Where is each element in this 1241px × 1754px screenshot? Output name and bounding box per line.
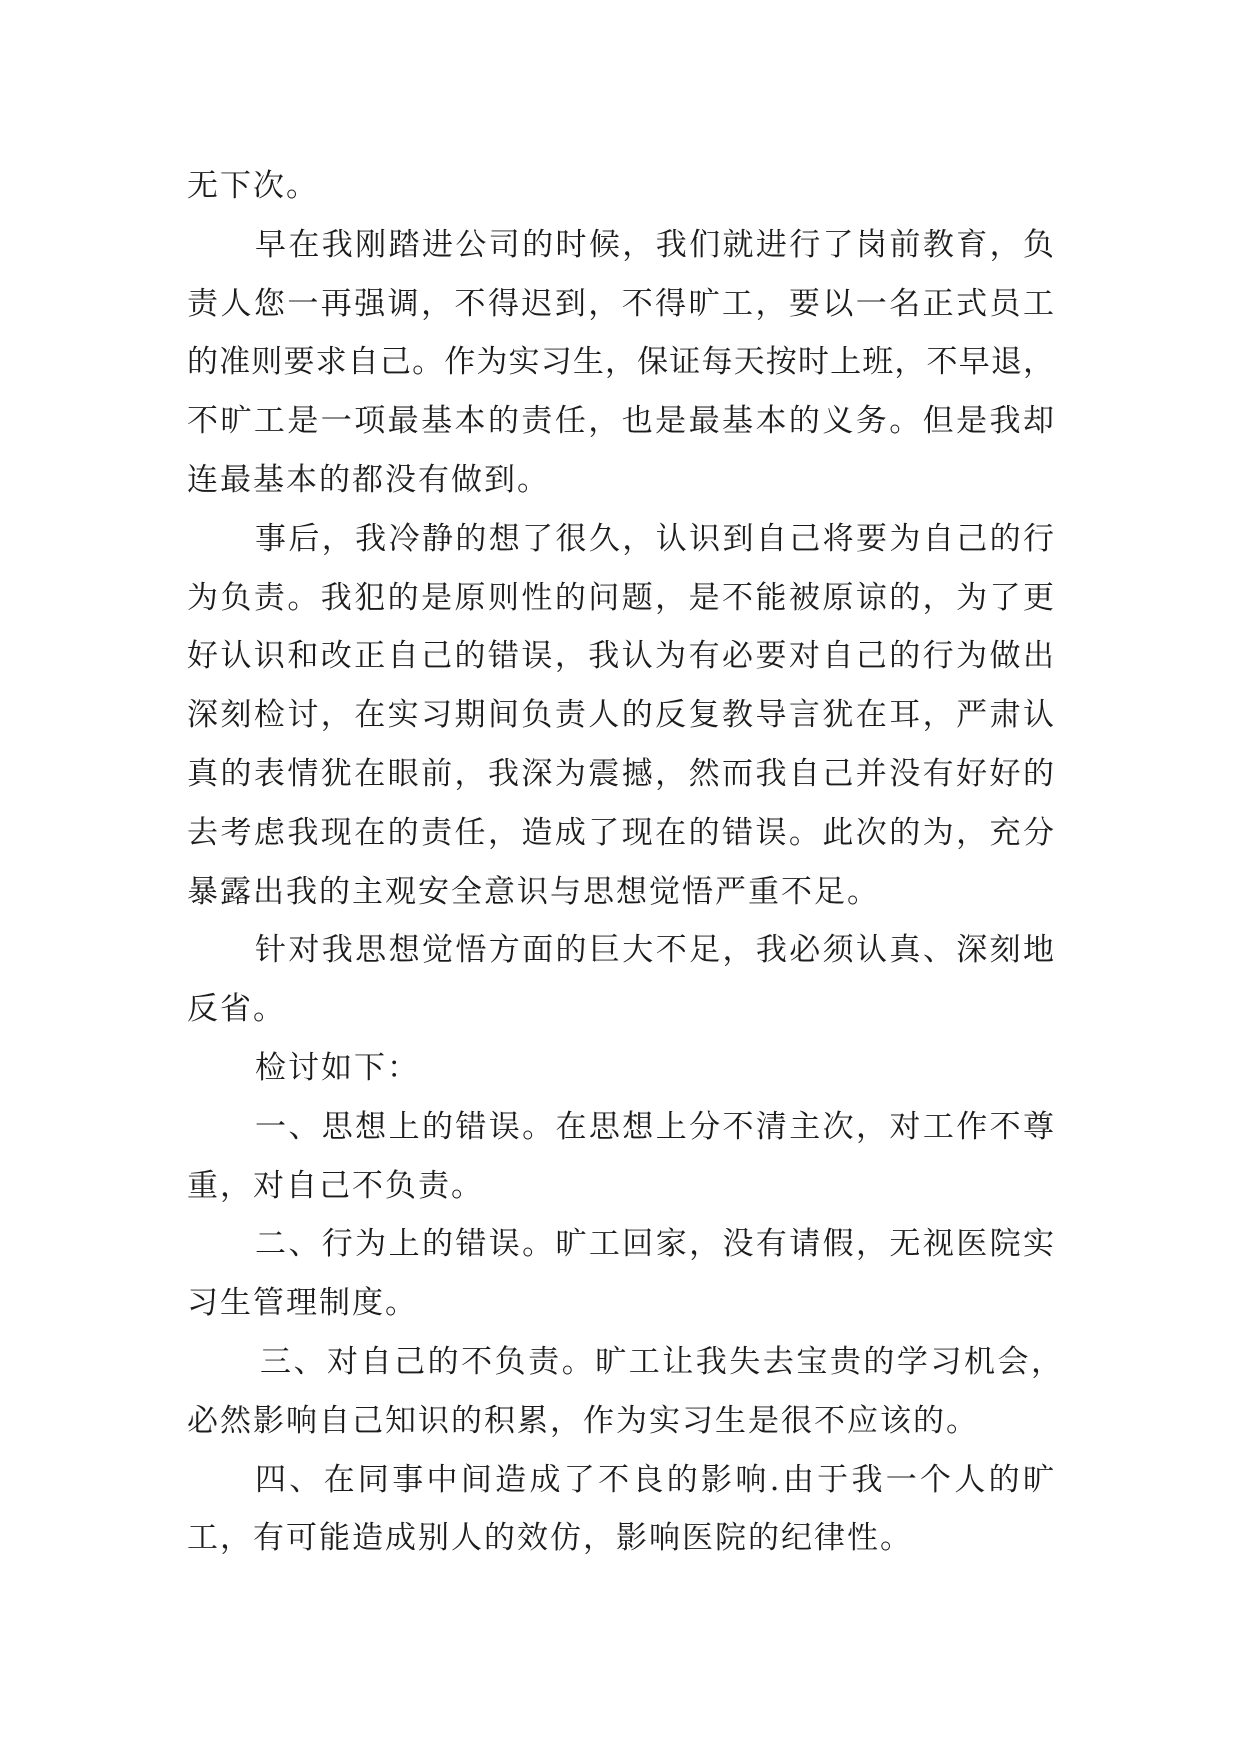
text-line: 的准则要求自己。作为实习生，保证每天按时上班，不早退， — [187, 344, 1054, 381]
text-line: 责人您一再强调，不得迟到，不得旷工，要以一名正式员工 — [187, 285, 1054, 322]
text-line: 一、思想上的错误。在思想上分不清主次，对工作不尊 — [255, 1108, 1054, 1145]
text-line: 必然影响自己知识的积累，作为实习生是很不应该的。 — [187, 1402, 979, 1439]
text-line: 重，对自己不负责。 — [187, 1167, 484, 1204]
text-line: 去考虑我现在的责任，造成了现在的错误。此次的为，充分 — [187, 814, 1054, 851]
text-line: 针对我思想觉悟方面的巨大不足，我必须认真、深刻地 — [255, 932, 1054, 969]
text-line: 检讨如下： — [255, 1049, 420, 1086]
document-body — [187, 157, 1062, 1568]
text-line: 无下次。 — [187, 168, 319, 204]
text-line: 四、在同事中间造成了不良的影响.由于我一个人的旷 — [255, 1461, 1054, 1498]
text-line: 真的表情犹在眼前，我深为震撼，然而我自己并没有好好的 — [187, 755, 1054, 792]
text-line: 连最基本的都没有做到。 — [187, 461, 550, 498]
text-line: 暴露出我的主观安全意识与思想觉悟严重不足。 — [187, 873, 880, 910]
text-line: 反省。 — [187, 991, 286, 1028]
text-line: 事后，我冷静的想了很久，认识到自己将要为自己的行 — [255, 520, 1054, 557]
text-line: 三、对自己的不负责。旷工让我失去宝贵的学习机会， — [260, 1343, 1062, 1380]
text-line: 深刻检讨，在实习期间负责人的反复教导言犹在耳，严肃认 — [187, 697, 1054, 734]
text-line: 工，有可能造成别人的效仿，影响医院的纪律性。 — [187, 1520, 913, 1557]
text-line: 为负责。我犯的是原则性的问题，是不能被原谅的，为了更 — [187, 579, 1054, 616]
text-line: 不旷工是一项最基本的责任，也是最基本的义务。但是我却 — [187, 403, 1054, 440]
text-line: 习生管理制度。 — [187, 1285, 418, 1322]
text-line: 二、行为上的错误。旷工回家，没有请假，无视医院实 — [255, 1226, 1054, 1263]
text-line: 好认识和改正自己的错误，我认为有必要对自己的行为做出 — [187, 638, 1054, 675]
text-line: 早在我刚踏进公司的时候，我们就进行了岗前教育，负 — [255, 226, 1054, 263]
